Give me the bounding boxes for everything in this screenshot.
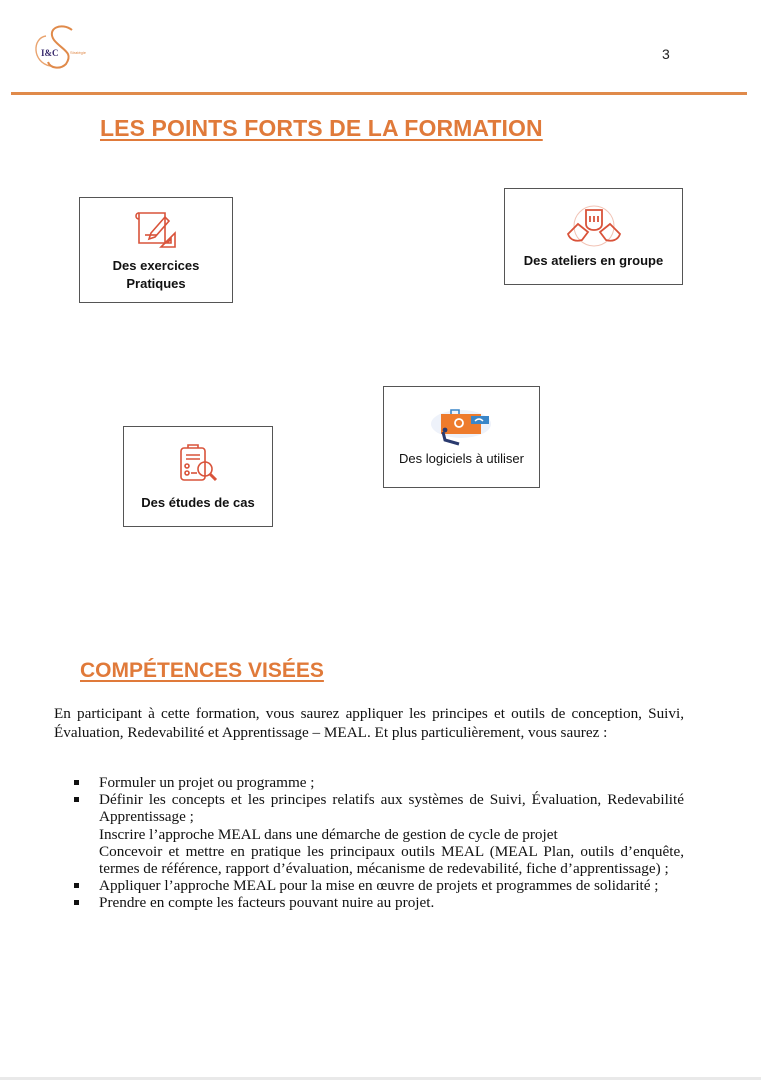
card-etudes-de-cas	[123, 426, 273, 527]
card-label: Des ateliers en groupe	[523, 252, 664, 268]
header-divider	[11, 92, 747, 95]
logo-mark-icon	[28, 22, 108, 72]
list-item-text: Inscrire l’approche MEAL dans une démarche de gestion de cycle de projet	[99, 825, 558, 843]
section-title-strengths: LES POINTS FORTS DE LA FORMATION	[100, 115, 543, 141]
list-item	[72, 843, 684, 877]
card-label-line: Des exercices	[112, 258, 200, 273]
list-item-text: Concevoir et mettre en pratique les principaux outils MEAL (MEAL Plan, outils d’enquête, termes de référence, rapport d’évaluation, mécanisme de redevabilité, fiche d’apprentissage) ;	[99, 842, 684, 878]
card-logiciels	[383, 386, 540, 488]
list-item-text: Appliquer l’approche MEAL pour la mise en œuvre de projets et programmes de solidarité ;	[99, 877, 659, 895]
card-label: Des logiciels à utiliser	[399, 451, 524, 466]
bullet-icon	[74, 780, 79, 785]
card-exercices-pratiques	[79, 197, 233, 303]
bullet-icon	[74, 883, 79, 888]
list-item-text: Prendre en compte les facteurs pouvant nuire au projet.	[99, 894, 435, 912]
group-hands-icon	[562, 204, 626, 250]
software-laptop-person-icon	[427, 406, 497, 446]
logo-text: I&C	[41, 48, 59, 58]
card-ateliers-groupe	[504, 188, 683, 285]
card-label-line: Pratiques	[126, 276, 186, 291]
drafting-pencil-ruler-icon	[131, 207, 181, 251]
list-item	[72, 894, 684, 911]
list-item	[72, 774, 684, 791]
list-item	[72, 791, 684, 825]
list-item	[72, 877, 684, 894]
clipboard-magnifier-icon	[173, 442, 223, 486]
card-label	[113, 257, 200, 293]
intro-paragraph: En participant à cette formation, vous saurez appliquer les principes et outils de conception, Suivi, Évaluation, Redevabilité et Apprentissage – MEAL. Et plus particulièrement, vous saurez :	[54, 705, 684, 741]
bullet-icon	[74, 797, 79, 802]
list-item-text: Définir les concepts et les principes relatifs aux systèmes de Suivi, Évaluation, Redevabilité Apprentissage ;	[99, 791, 684, 826]
page-number: 3	[662, 46, 670, 62]
logo-subtext: Stratégie	[70, 50, 87, 55]
card-label: Des études de cas	[141, 494, 255, 510]
list-item-text: Formuler un projet ou programme ;	[99, 774, 315, 791]
competences-list	[72, 774, 684, 912]
section-title-competences: COMPÉTENCES VISÉES	[80, 659, 324, 682]
company-logo	[28, 22, 108, 72]
bullet-icon	[74, 900, 79, 905]
list-item	[72, 826, 684, 843]
